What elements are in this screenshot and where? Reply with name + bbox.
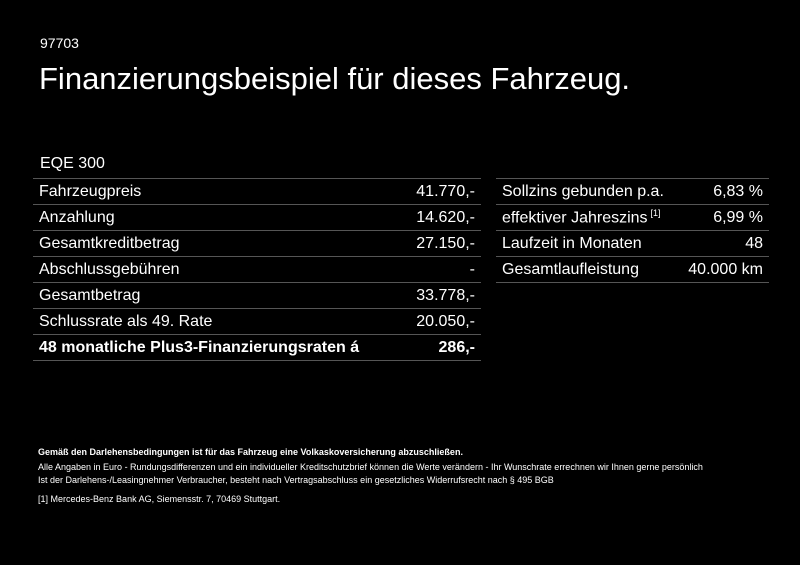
row-value: 286,-	[438, 338, 475, 356]
row-value: 41.770,-	[416, 182, 475, 200]
row-label: Gesamtbetrag	[39, 286, 141, 304]
row-label-group	[502, 208, 661, 227]
table-row	[33, 205, 481, 231]
financing-table	[33, 178, 481, 361]
table-row	[496, 257, 769, 283]
footnote-text: Mercedes-Benz Bank AG, Siemensstr. 7, 70469 Stuttgart.	[50, 494, 281, 504]
table-row	[33, 309, 481, 335]
row-value: 6,83 %	[713, 182, 763, 200]
footnote-marker: [1]	[38, 494, 49, 504]
disclaimer-line: Ist der Darlehens-/Leasingnehmer Verbraucher, besteht nach Vertragsabschluss ein gesetzliches Widerrufsrecht nach § 495 BGB	[38, 475, 554, 485]
table-row	[33, 179, 481, 205]
row-label: Sollzins gebunden p.a.	[502, 182, 664, 200]
row-value: 48	[745, 234, 763, 252]
model-name: EQE 300	[40, 155, 105, 172]
row-value: -	[469, 260, 475, 278]
row-value: 33.778,-	[416, 286, 475, 304]
row-label: Anzahlung	[39, 208, 115, 226]
row-value: 6,99 %	[713, 208, 763, 226]
table-row	[496, 205, 769, 231]
monthly-rate-row	[33, 335, 481, 361]
row-value: 27.150,-	[416, 234, 475, 252]
footnote-ref: [1]	[650, 207, 661, 218]
table-row	[496, 179, 769, 205]
row-label: Schlussrate als 49. Rate	[39, 312, 213, 330]
table-row	[33, 283, 481, 309]
footnote	[38, 493, 778, 506]
page-title: Finanzierungsbeispiel für dieses Fahrzeug.	[39, 61, 631, 96]
row-value: 14.620,-	[416, 208, 475, 226]
insurance-note: Gemäß den Darlehensbedingungen ist für das Fahrzeug eine Volkaskoversicherung abzuschließen.	[38, 447, 463, 457]
row-label: Abschlussgebühren	[39, 260, 180, 278]
row-label: effektiver Jahreszins	[502, 209, 648, 227]
table-row	[33, 257, 481, 283]
disclaimer-line: Alle Angaben in Euro - Rundungsdifferenzen und ein individueller Kreditschutzbrief können die Werte verändern - Ihr Wunschrate errechnen wir Ihnen gerne persönlich	[38, 462, 703, 472]
row-label: 48 monatliche Plus3-Finanzierungsraten á	[39, 338, 360, 356]
interest-table	[496, 178, 769, 283]
row-value: 40.000 km	[688, 260, 763, 278]
row-label: Gesamtkreditbetrag	[39, 234, 180, 252]
disclaimer	[38, 461, 778, 487]
row-label: Laufzeit in Monaten	[502, 234, 642, 252]
table-row	[33, 231, 481, 257]
row-value: 20.050,-	[416, 312, 475, 330]
row-label: Fahrzeugpreis	[39, 182, 142, 200]
reference-number: 97703	[40, 35, 79, 51]
row-label: Gesamtlaufleistung	[502, 260, 639, 278]
table-row	[496, 231, 769, 257]
